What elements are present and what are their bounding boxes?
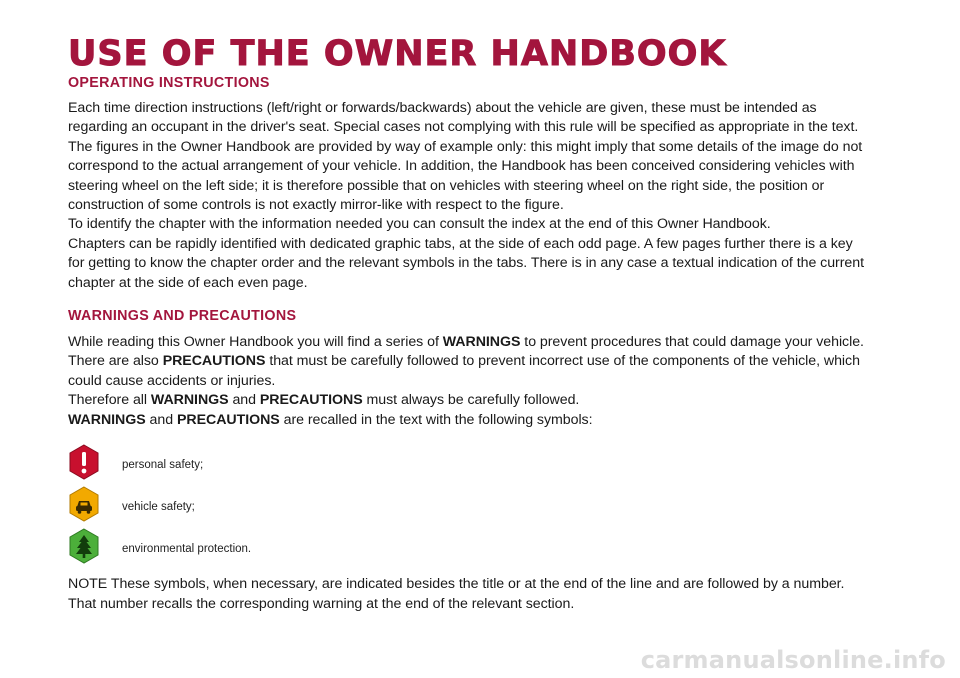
page-title: USE OF THE OWNER HANDBOOK <box>68 34 727 74</box>
precautions-keyword: PRECAUTIONS <box>176 411 280 428</box>
text-span: Therefore all <box>68 392 147 409</box>
operating-paragraph-2: The figures in the Owner Handbook are provided by way of example only: this might imply that some details of the image do not correspond to the actual arrangement of your vehicle. In addition, the Handbook has been conceived considering vehicles with steering wheel on the left side; it is therefore possible that on vehicles with steering wheel on the right side, the position or construction of some controls is not exactly mirror-like with respect to the figure. <box>68 138 863 214</box>
personal-safety-warning-icon <box>68 443 100 481</box>
warnings-keyword: WARNINGS <box>150 392 229 409</box>
operating-paragraph-3: To identify the chapter with the information needed you can consult the index at the end of this Owner Handbook. <box>68 216 771 233</box>
operating-paragraph-4: Chapters can be rapidly identified with dedicated graphic tabs, at the side of each odd page. A few pages further there is a key for getting to know the chapter order and the relevant symbols in the tabs. There is in any case a textual indication of the current chapter at the side of each even page. <box>68 235 864 291</box>
section-heading-operating-instructions: OPERATING INSTRUCTIONS <box>68 75 270 91</box>
warnings-keyword: WARNINGS <box>442 334 521 351</box>
symbol-label: vehicle safety; <box>122 501 195 514</box>
warnings-paragraph-1 <box>68 333 868 352</box>
text-span: and <box>232 392 256 409</box>
precautions-keyword: PRECAUTIONS <box>162 353 266 370</box>
symbol-row-personal-safety <box>68 441 868 483</box>
precautions-keyword: PRECAUTIONS <box>259 392 363 409</box>
text-span: that must be carefully followed to prevent incorrect use of the components of the vehicle, which could cause accidents or injuries. <box>68 353 860 389</box>
text-span: are recalled in the text with the following symbols: <box>283 411 593 428</box>
symbol-row-environmental-protection <box>68 525 868 567</box>
environmental-protection-icon <box>68 527 100 565</box>
section-heading-warnings-precautions: WARNINGS AND PRECAUTIONS <box>68 308 297 325</box>
text-span: While reading this Owner Handbook you will find a series of <box>68 334 439 351</box>
symbol-list <box>68 441 868 567</box>
warnings-keyword: WARNINGS <box>68 411 146 428</box>
handbook-page <box>68 36 868 614</box>
vehicle-safety-warning-icon <box>68 485 100 523</box>
text-span: There are also <box>68 353 159 370</box>
operating-paragraph-1: Each time direction instructions (left/right or forwards/backwards) about the vehicle are given, these must be intended as regarding an occupant in the driver's seat. Special cases not complying with this rule will be specified as appropriate in the text. <box>68 100 859 136</box>
symbol-label: environmental protection. <box>122 543 252 556</box>
warnings-paragraph-3 <box>68 391 868 410</box>
symbol-label: personal safety; <box>122 459 204 472</box>
text-span: must always be carefully followed. <box>366 392 580 409</box>
warnings-paragraph-4 <box>68 411 868 430</box>
text-span: to prevent procedures that could damage your vehicle. <box>524 334 864 351</box>
watermark-text: carmanualsonline.info <box>640 646 946 674</box>
text-span: and <box>149 411 174 428</box>
warnings-paragraph-2 <box>68 352 868 391</box>
note-paragraph: NOTE These symbols, when necessary, are indicated besides the title or at the end of the line and are followed by a number. That number recalls the corresponding warning at the end of the relevant section. <box>68 576 845 612</box>
symbol-row-vehicle-safety <box>68 483 868 525</box>
